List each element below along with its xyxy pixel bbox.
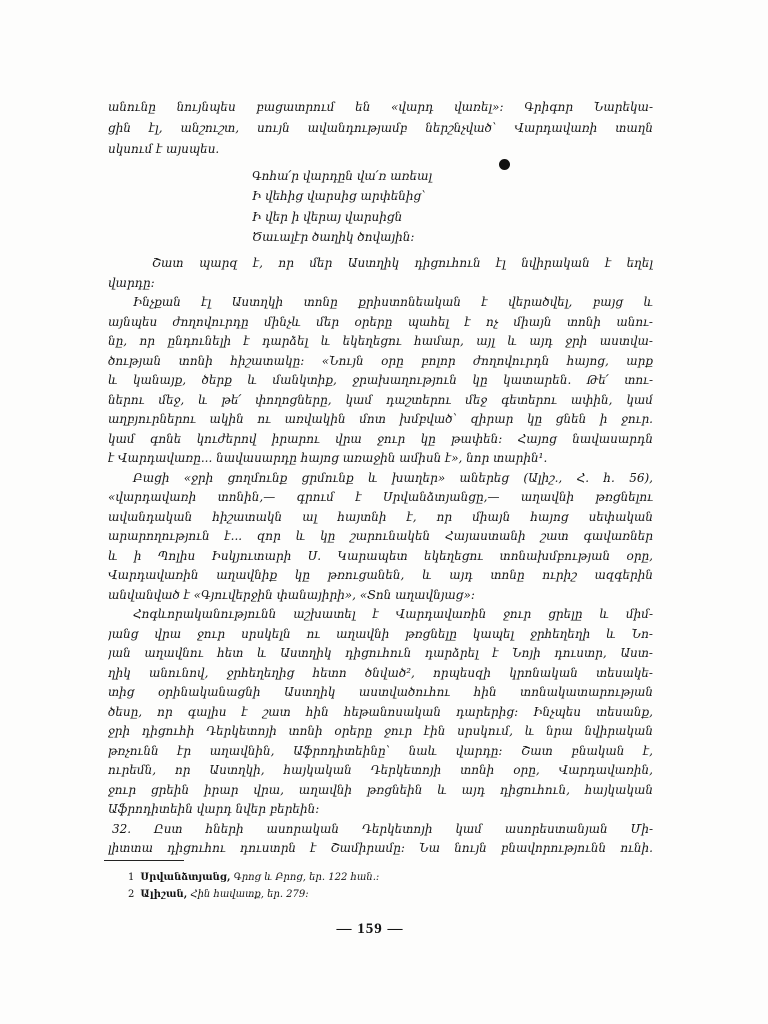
text-line: ջուր ցրեին իրար վրա, աղավնի թռցնեին և այդ դիցուհուն, հայկական xyxy=(108,782,653,797)
text-line: և կանայք, ծերք և մանկտիք, ջրախաղություն կը կատարեն. Թե՛ տու- xyxy=(108,373,653,387)
footnote-author: Սրվանձտյանց, xyxy=(140,872,231,883)
footnote xyxy=(128,886,648,903)
text-line: լիտտա դիցուհու դուստրն է Շամիրամը: Նա նույն բնավորությունն ունի. xyxy=(108,841,653,855)
text-line: սկսում է այսպես. xyxy=(108,142,220,156)
text-line: է Վարդավառը... նավասարդը հայոց առաջին ամիսն է», նոր տարին¹. xyxy=(108,451,548,465)
section-32-start-line: 32. Ըստ հների ասորական Դերկետոյի կամ ասորեստանյան Մի- xyxy=(112,821,653,836)
text-line: անվանված է «Գյուվերջին փանայիրի», «Տոն աղավնյաց»: xyxy=(108,587,475,602)
text-line: «վարդավառի տոնին,— գրում է Սրվանձտյանցը,— աղավնի թռցնելու xyxy=(108,490,653,504)
text-line: ծեսը, որ գալիս է շատ հին հեթանոսական դարերից: Ինչպես տեսանք, xyxy=(108,704,653,719)
text-line: անունը նույնպես բացատրում են «վարդ վառել»։ Գրիգոր Նարեկա- xyxy=(108,100,653,114)
text-line: թռչունն էր աղավնին, Աֆրոդիտեինը՝ նաև վարդը: Շատ բնական է, xyxy=(108,743,653,758)
opening-paragraph xyxy=(108,97,653,160)
text-line: ղիկ անունով, ջրհեղեղից հետո ծնված², որպեսզի կրոնական տեսակե- xyxy=(108,665,653,680)
poem-quote xyxy=(252,166,552,247)
poem-line: Ծաւալէր ծաղիկ ծովային։ xyxy=(252,229,415,244)
text-line: ծության տոնի հիշատակը: «Նույն օրը բոլոր ժողովուրդն հայոց, արք xyxy=(108,353,653,368)
text-line: նը, որ ընդունելի է դարձել և եկեղեցու համար, այլ և այդ ջրի աստվա- xyxy=(108,334,653,348)
text-line: և ի Պոլիս Իսկյուտարի Ս. Կարապետ եկեղեցու տոնախմբության օրը, xyxy=(108,548,653,563)
footnote-author: Ալիշան, xyxy=(140,889,188,900)
text-line: արարողություն է... զոր և կը շարունակեն Հայաստանի շատ գավառներ xyxy=(108,529,653,543)
text-line: Աֆրոդիտեին վարդ նվեր բերեին: xyxy=(108,802,320,816)
text-line: ներու մեջ, և թե՛ փողոցները, կամ դաշտերու մեջ գետերու ափին, կամ xyxy=(108,392,653,407)
text-line: տից օրինականացնի Աստղիկ աստվածուհու հին տոնակատարության xyxy=(108,685,653,699)
footnote-marker: 1 xyxy=(128,872,135,883)
text-line: ավանդական հիշատակն ալ հայտնի է, որ միայն հայոց սեփական xyxy=(108,509,653,524)
text-line: կամ գոնե կուժերով իրարու վրա ջուր կը թափեն: Հայոց նավասարդն xyxy=(108,431,653,446)
text-line: Վարդավառին աղավնիք կը թռուցանեն, և այդ տոնը ուրիշ ազգերին xyxy=(108,568,653,582)
footnote-marker: 2 xyxy=(128,889,135,900)
footnote-text: Գրոց և Բրոց, եր. 122 հան.: xyxy=(230,872,380,883)
page-number: — 159 — xyxy=(336,921,404,937)
body-text xyxy=(108,254,653,859)
paragraph-start-line: Ինչքան էլ Աստղկի տոնը քրիստոնեական է վերածվել, բայց և xyxy=(133,295,653,309)
text-line: ջրի դիցուհի Դերկետոյի տոնի օրերը ջուր էին սրսկում, և նրա նվիրական xyxy=(108,724,653,738)
poem-line: Գոհա՛ր վարդըն վա՛ռ առեալ xyxy=(252,169,433,183)
footnote xyxy=(128,869,648,886)
footnotes xyxy=(128,869,648,903)
text-line: յան աղավնու հետ և Աստղիկ դիցուհուն դարձրել է Նոյի դուստր, Աստ- xyxy=(108,646,653,660)
footnote-separator xyxy=(104,860,184,861)
text-line: յանց վրա ջուր սրսկելն ու աղավնի թռցնելը կապել ջրհեղեղի և Նո- xyxy=(108,626,653,641)
text-line: աղբյուրներու ակին ու առվակին մոտ խմբված՝ զիրար կը ցնեն ի ջուր. xyxy=(108,412,653,426)
poem-line: Ի վեր ի վերայ վարսիցն xyxy=(252,209,403,224)
paragraph-start-line: Շատ պարզ է, որ մեր Աստղիկ դիցուհուն էլ նվիրական է եղել xyxy=(152,256,653,270)
paragraph-start-line: Բացի «ջրի ցողմունք ցրմունք և խաղեր» աներեց (Ալիշ., Հ. հ. 56), xyxy=(133,470,653,485)
footnote-text: Հին հավատք, եր. 279: xyxy=(187,889,309,900)
text-line: ուրեմն, որ Աստղկի, հայկական Դերկետոյի տոնի օրը, Վարդավառին, xyxy=(108,763,653,777)
poem-line: Ի վեհից վարսից արփենից՝ xyxy=(252,189,426,204)
text-line: այնպես ժողովուրդը մինչև մեր օրերը պահել է ոչ միայն տոնի անու- xyxy=(108,314,653,329)
text-line: վարդը: xyxy=(108,275,155,290)
text-line: ցին էլ, անշուշտ, սույն ավանդությամբ ներշնչված՝ Վարդավառի տաղն xyxy=(108,121,653,135)
paragraph-start-line: Հոգևորականությունն աշխատել է Վարդավառին ջուր ցրելը և միմ- xyxy=(133,607,653,621)
